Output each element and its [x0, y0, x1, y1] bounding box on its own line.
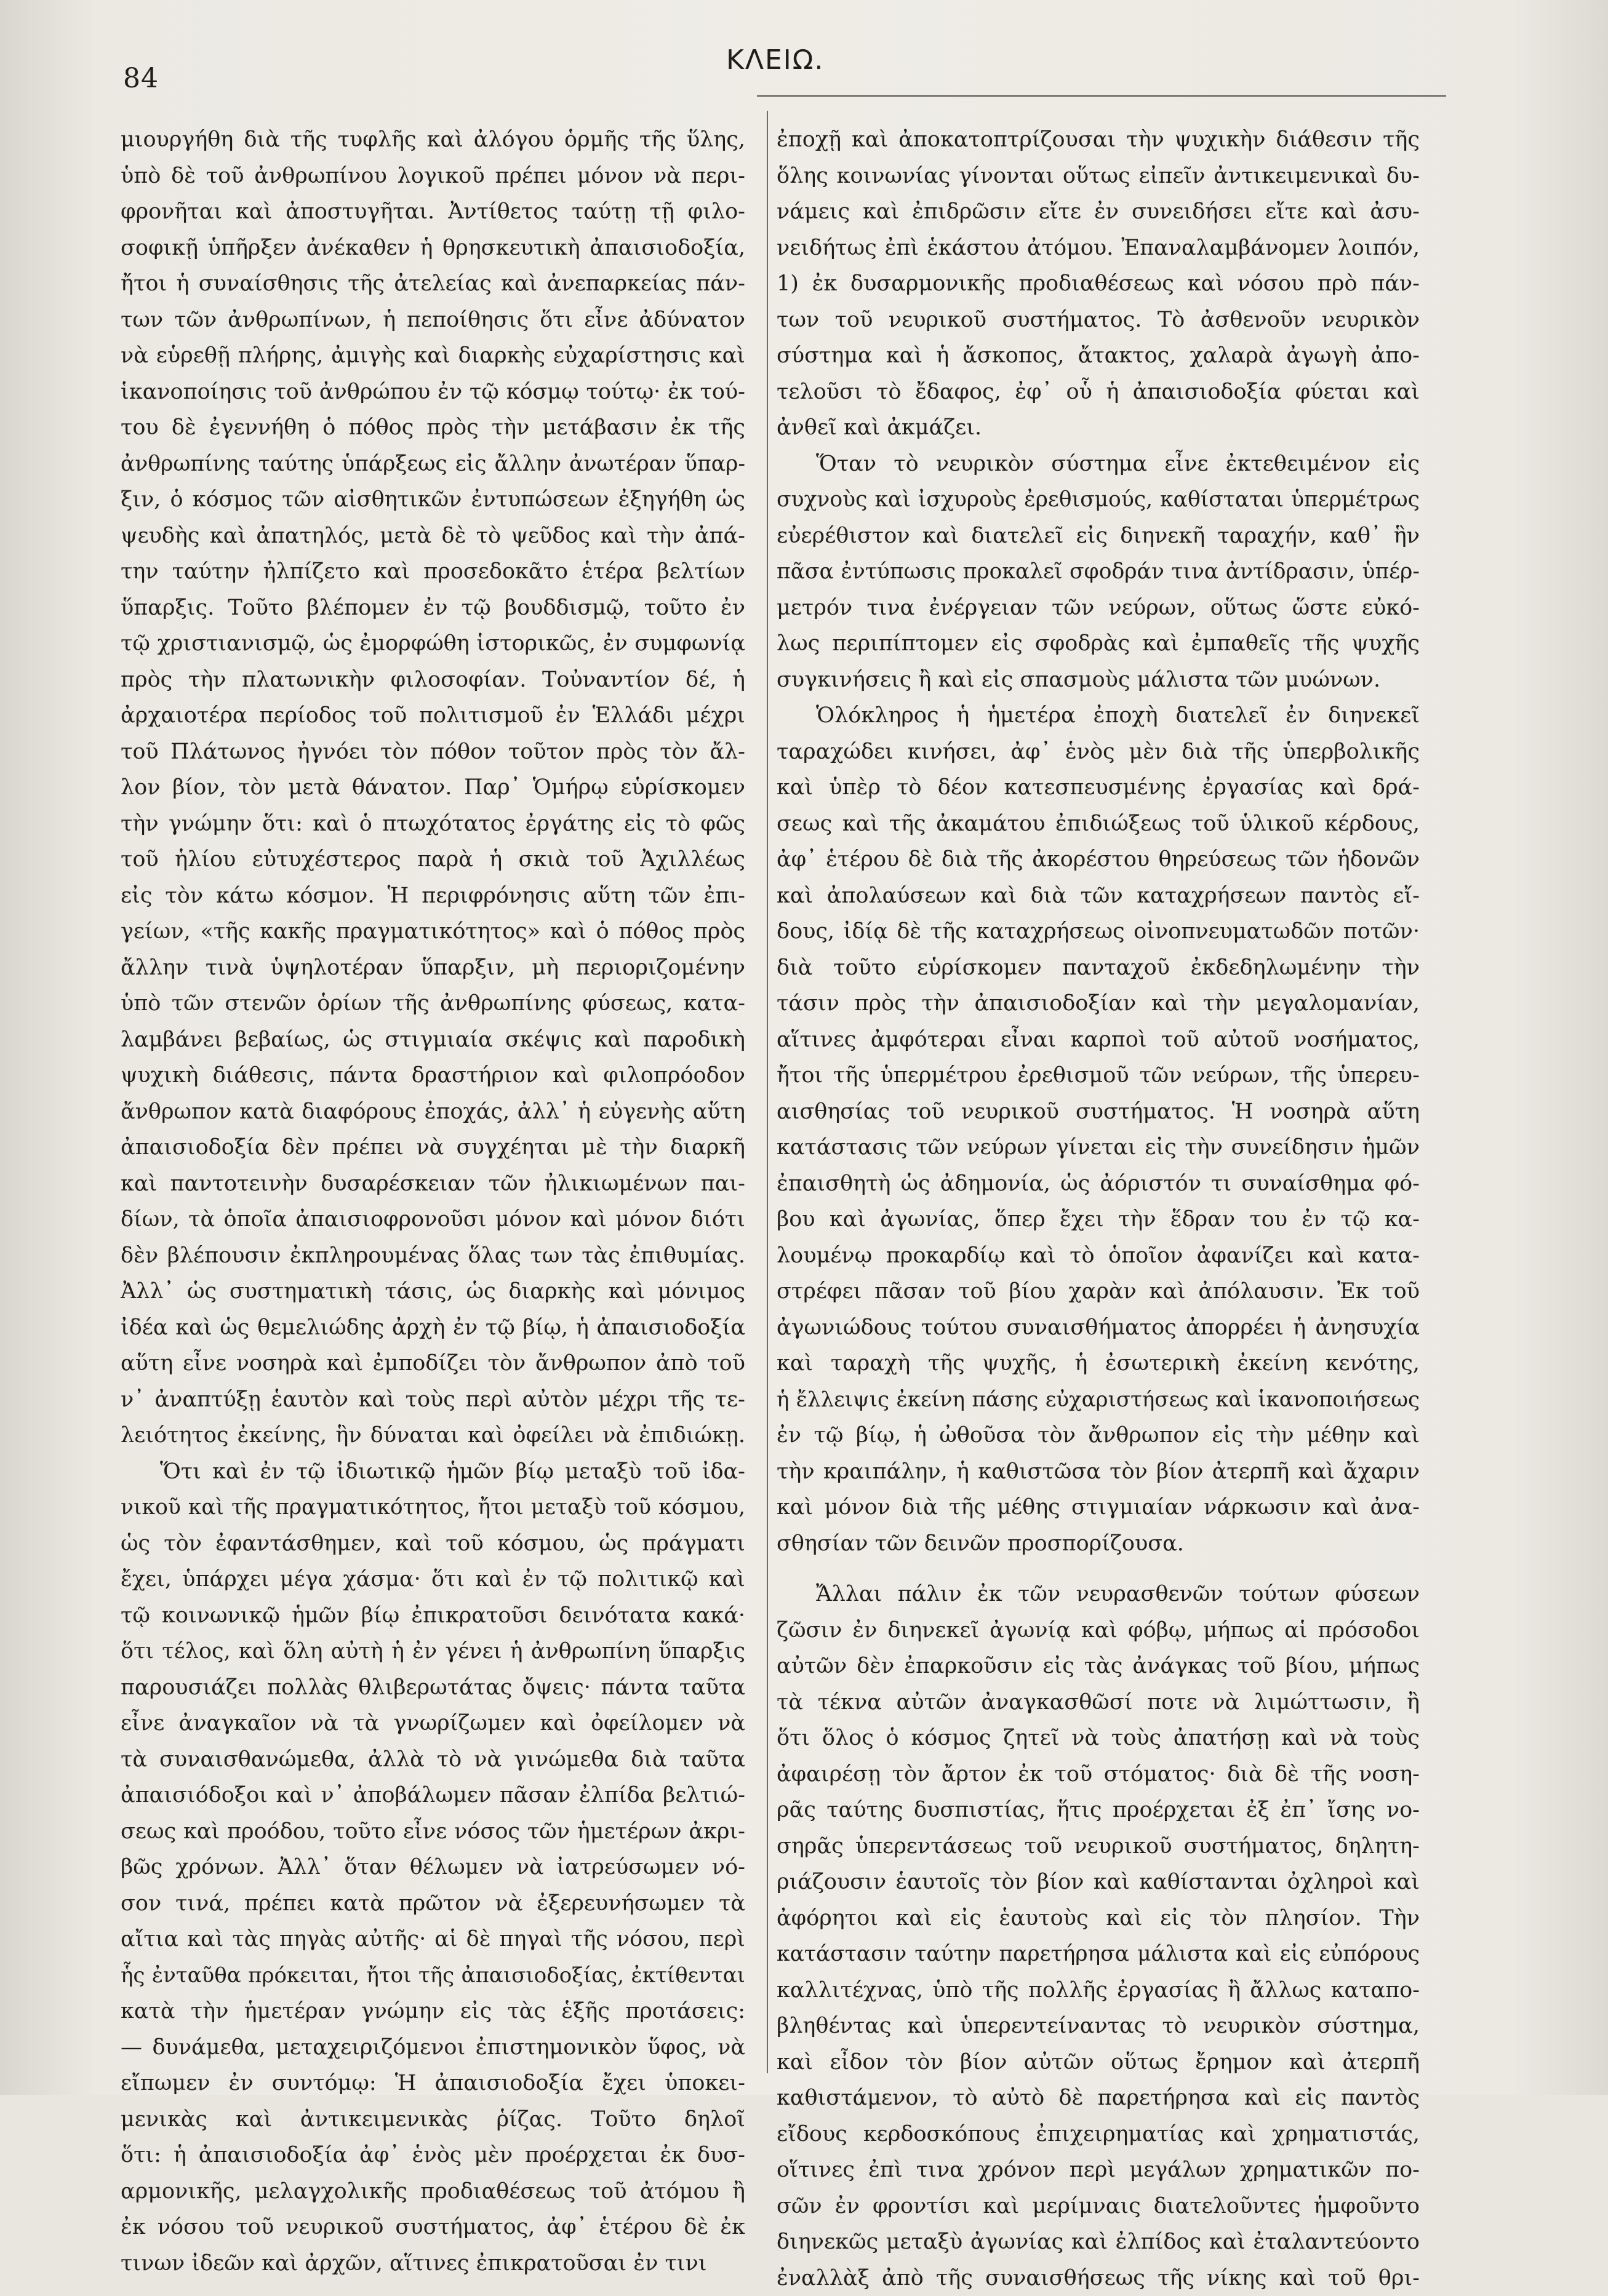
- text-line: λως περιπίπτομεν εἰς σφοδρὰς καὶ ἐμπαθεῖς τῆς ψυχῆς: [777, 626, 1420, 662]
- text-line: ἱκανοποίησις τοῦ ἀνθρώπου ἐν τῷ κόσμῳ τούτῳ· ἐκ τού-: [121, 374, 745, 410]
- text-line: αἵτινες ἀμφότεραι εἶναι καρποὶ τοῦ αὐτοῦ νοσήματος,: [777, 1022, 1420, 1058]
- text-line: ἀπαισιοδοξία δὲν πρέπει νὰ συγχέηται μὲ τὴν διαρκῆ: [121, 1130, 745, 1166]
- text-line: σύστημα καὶ ἡ ἄσκοπος, ἄτακτος, χαλαρὰ ἀγωγὴ ἀπο-: [777, 338, 1420, 374]
- text-line: ἀνθεῖ καὶ ἀκμάζει.: [777, 410, 1420, 446]
- text-line: τοῦ ἡλίου εὐτυχέστερος παρὰ ἡ σκιὰ τοῦ Ἀχιλλέως: [121, 842, 745, 878]
- text-line: κατὰ τὴν ἡμετέραν γνώμην εἰς τὰς ἑξῆς προτάσεις:: [121, 1993, 745, 2030]
- text-line: στρέφει πᾶσαν τοῦ βίου χαρὰν καὶ ἀπόλαυσιν. Ἐκ τοῦ: [777, 1274, 1420, 1310]
- paragraph: [777, 446, 1420, 698]
- paragraph: [777, 698, 1420, 1561]
- right-column: [777, 122, 1420, 2066]
- text-line: πρὸς τὴν πλατωνικὴν φιλοσοφίαν. Τοὐναντίον δέ, ἡ: [121, 662, 745, 698]
- text-line: ὅτι: ἡ ἀπαισιοδοξία ἀφ᾽ ἑνὸς μὲν προέρχεται ἐκ δυσ-: [121, 2137, 745, 2174]
- text-line: εἴδους κερδοσκόπους ἐπιχειρηματίας καὶ χρηματιστάς,: [777, 2116, 1420, 2153]
- text-line: τὰ τέκνα αὐτῶν ἀναγκασθῶσί ποτε νὰ λιμώττωσιν, ἢ: [777, 1684, 1420, 1721]
- text-line: σοφικῇ ὑπῆρξεν ἀνέκαθεν ἡ θρησκευτικὴ ἀπαισιοδοξία,: [121, 230, 745, 266]
- text-line: λουμένῳ προκαρδίῳ καὶ τὸ ὁποῖον ἀφανίζει καὶ κατα-: [777, 1238, 1420, 1274]
- text-line: ἤτοι τῆς ὑπερμέτρου ἐρεθισμοῦ τῶν νεύρων, τῆς ὑπερευ-: [777, 1058, 1420, 1094]
- text-line: σεως καὶ τῆς ἀκαμάτου ἐπιδιώξεως τοῦ ὑλικοῦ κέρδους,: [777, 806, 1420, 842]
- text-line: — δυνάμεθα, μεταχειριζόμενοι ἐπιστημονικὸν ὕφος, νὰ: [121, 2030, 745, 2066]
- text-line: ἰδέα καὶ ὡς θεμελιώδης ἀρχὴ ἐν τῷ βίῳ, ἡ ἀπαισιοδοξία: [121, 1310, 745, 1346]
- text-line: κατάστασις τῶν νεύρων γίνεται εἰς τὴν συνείδησιν ἡμῶν: [777, 1130, 1420, 1166]
- text-line: βληθέντας καὶ ὑπερεντείναντας τὸ νευρικὸν σύστημα,: [777, 2008, 1420, 2044]
- text-line: ριάζουσιν ἑαυτοῖς τὸν βίον καὶ καθίστανται ὀχληροὶ καὶ: [777, 1864, 1420, 1900]
- text-line: τῷ κοινωνικῷ ἡμῶν βίῳ ἐπικρατοῦσι δεινότατα κακά·: [121, 1598, 745, 1634]
- paragraph-gap: [777, 1561, 1420, 1576]
- text-line: διηνεκῶς μεταξὺ ἀγωνίας καὶ ἐλπίδος καὶ ἐταλαντεύοντο: [777, 2224, 1420, 2260]
- text-line: νικοῦ καὶ τῆς πραγματικότητος, ἤτοι μεταξὺ τοῦ κόσμου,: [121, 1489, 745, 1526]
- text-line: του δὲ ἐγεννήθη ὁ πόθος πρὸς τὴν μετάβασιν ἐκ τῆς: [121, 410, 745, 446]
- text-line: ὅτι ὅλος ὁ κόσμος ζητεῖ νὰ τοὺς ἀπατήσῃ καὶ νὰ τοὺς: [777, 1720, 1420, 1756]
- text-line: δὲν βλέπουσιν ἐκπληρουμένας ὅλας των τὰς ἐπιθυμίας.: [121, 1238, 745, 1274]
- text-line: σηρᾶς ὑπερεντάσεως τοῦ νευρικοῦ συστήματος, δηλητη-: [777, 1828, 1420, 1865]
- text-line: καὶ ὑπὲρ τὸ δέον κατεσπευσμένης ἐργασίας καὶ δρά-: [777, 770, 1420, 806]
- header-rule: [757, 95, 1446, 97]
- text-line: ὑπὸ τῶν στενῶν ὁρίων τῆς ἀνθρωπίνης φύσεως, κατα-: [121, 986, 745, 1022]
- text-line: ὅτι τέλος, καὶ ὅλη αὐτὴ ἡ ἐν γένει ἡ ἀνθρωπίνη ὕπαρξις: [121, 1633, 745, 1670]
- text-line: βου καὶ ἀγωνίας, ὅπερ ἔχει τὴν ἕδραν του ἐν τῷ κα-: [777, 1202, 1420, 1238]
- text-line: καὶ μόνον διὰ τῆς μέθης στιγμιαίαν νάρκωσιν καὶ ἀνα-: [777, 1489, 1420, 1526]
- text-line: ψυχικὴ διάθεσις, πάντα δραστήριον καὶ φιλοπρόοδον: [121, 1058, 745, 1094]
- text-line: δους, ἰδίᾳ δὲ τῆς καταχρήσεως οἰνοπνευματωδῶν ποτῶν·: [777, 914, 1420, 950]
- text-line: τὴν κραιπάλην, ἡ καθιστῶσα τὸν βίον ἀτερπῆ καὶ ἄχαριν: [777, 1454, 1420, 1490]
- text-line: ν᾽ ἀναπτύξῃ ἑαυτὸν καὶ τοὺς περὶ αὐτὸν μέχρι τῆς τε-: [121, 1382, 745, 1418]
- text-line: 1) ἐκ δυσαρμονικῆς προδιαθέσεως καὶ νόσου πρὸ πάν-: [777, 266, 1420, 302]
- text-line: τάσιν πρὸς τὴν ἀπαισιοδοξίαν καὶ τὴν μεγαλομανίαν,: [777, 986, 1420, 1022]
- text-line: Ὅταν τὸ νευρικὸν σύστημα εἶνε ἐκτεθειμένον εἰς: [777, 446, 1420, 482]
- text-line: σον τινά, πρέπει κατὰ πρῶτον νὰ ἐξερευνήσωμεν τὰ: [121, 1886, 745, 1922]
- text-line: λον βίον, τὸν μετὰ θάνατον. Παρ᾽ Ὁμήρῳ εὑρίσκομεν: [121, 770, 745, 806]
- text-line: Ἄλλαι πάλιν ἐκ τῶν νευρασθενῶν τούτων φύσεων: [777, 1576, 1420, 1612]
- text-line: τὰ συναισθανώμεθα, ἀλλὰ τὸ νὰ γινώμεθα διὰ ταῦτα: [121, 1742, 745, 1778]
- text-line: δίων, τὰ ὁποῖα ἀπαισιοφρονοῦσι μόνον καὶ μόνον διότι: [121, 1202, 745, 1238]
- text-line: την ταύτην ἠλπίζετο καὶ προσεδοκᾶτο ἑτέρα βελτίων: [121, 554, 745, 590]
- text-line: μιουργήθη διὰ τῆς τυφλῆς καὶ ἀλόγου ὁρμῆς τῆς ὕλης,: [121, 122, 745, 158]
- text-line: ἀγωνιώδους τούτου συναισθήματος ἀπορρέει ἡ ἀνησυχία: [777, 1310, 1420, 1346]
- text-line: ὑπὸ δὲ τοῦ ἀνθρωπίνου λογικοῦ πρέπει μόνον νὰ περι-: [121, 158, 745, 194]
- text-line: ἔχει, ὑπάρχει μέγα χάσμα· ὅτι καὶ ἐν τῷ πολιτικῷ καὶ: [121, 1561, 745, 1598]
- text-line: λειότητος ἐκείνης, ἣν δύναται καὶ ὀφείλει νὰ ἐπιδιώκῃ.: [121, 1417, 745, 1454]
- text-line: ἀφ᾽ ἑτέρου δὲ διὰ τῆς ἀκορέστου θηρεύσεως τῶν ἡδονῶν: [777, 842, 1420, 878]
- text-line: σεως καὶ προόδου, τοῦτο εἶνε νόσος τῶν ἡμετέρων ἀκρι-: [121, 1814, 745, 1850]
- text-line: συγκινήσεις ἢ καὶ εἰς σπασμοὺς μάλιστα τῶν μυώνων.: [777, 662, 1420, 698]
- text-line: των τῶν ἀνθρωπίνων, ἡ πεποίθησις ὅτι εἶνε ἀδύνατον: [121, 302, 745, 338]
- text-line: οἵτινες ἐπὶ τινα χρόνον περὶ μεγάλων χρηματικῶν πο-: [777, 2152, 1420, 2188]
- text-line: ἐποχῇ καὶ ἀποκατοπτρίζουσαι τὴν ψυχικὴν διάθεσιν τῆς: [777, 122, 1420, 158]
- text-line: Ἀλλ᾽ ὡς συστηματικὴ τάσις, ὡς διαρκὴς καὶ μόνιμος: [121, 1274, 745, 1310]
- text-line: ἄνθρωπον κατὰ διαφόρους ἐποχάς, ἀλλ᾽ ἡ εὐγενὴς αὕτη: [121, 1094, 745, 1130]
- text-line: ἧς ἐνταῦθα πρόκειται, ἤτοι τῆς ἀπαισιοδοξίας, ἐκτίθενται: [121, 1958, 745, 1994]
- text-line: ἀνθρωπίνης ταύτης ὑπάρξεως εἰς ἄλλην ἀνωτέραν ὕπαρ-: [121, 446, 745, 482]
- text-line: μετρόν τινα ἐνέργειαν τῶν νεύρων, οὕτως ὥστε εὐκό-: [777, 590, 1420, 626]
- text-line: εἴπωμεν ἐν συντόμῳ: Ἡ ἀπαισιοδοξία ἔχει ὑποκει-: [121, 2065, 745, 2102]
- text-line: συχνοὺς καὶ ἰσχυροὺς ἐρεθισμούς, καθίσταται ὑπερμέτρως: [777, 482, 1420, 518]
- text-line: ἡ ἔλλειψις ἐκείνη πάσης εὐχαριστήσεως καὶ ἱκανοποιήσεως: [777, 1382, 1420, 1418]
- text-line: ἀρχαιοτέρα περίοδος τοῦ πολιτισμοῦ ἐν Ἑλλάδι μέχρι: [121, 698, 745, 734]
- text-line: των τοῦ νευρικοῦ συστήματος. Τὸ ἀσθενοῦν νευρικὸν: [777, 302, 1420, 338]
- text-line: αὐτῶν δὲν ἐπαρκοῦσιν εἰς τὰς ἀνάγκας τοῦ βίου, μήπως: [777, 1648, 1420, 1684]
- text-line: ζῶσιν ἐν διηνεκεῖ ἀγωνίᾳ καὶ φόβῳ, μήπως αἱ πρόσοδοι: [777, 1612, 1420, 1649]
- text-line: φρονῆται καὶ ἀποστυγῆται. Ἀντίθετος ταύτῃ τῇ φιλο-: [121, 194, 745, 230]
- text-line: ψευδὴς καὶ ἀπατηλός, μετὰ δὲ τὸ ψεῦδος καὶ τὴν ἀπά-: [121, 518, 745, 554]
- text-line: ἄλλην τινὰ ὑψηλοτέραν ὕπαρξιν, μὴ περιοριζομένην: [121, 950, 745, 986]
- text-line: ἐν τῷ βίῳ, ἡ ὠθοῦσα τὸν ἄνθρωπον εἰς τὴν μέθην καὶ: [777, 1417, 1420, 1454]
- left-column: [121, 122, 745, 2066]
- text-line: βῶς χρόνων. Ἀλλ᾽ ὅταν θέλωμεν νὰ ἰατρεύσωμεν νό-: [121, 1849, 745, 1886]
- text-line: πᾶσα ἐντύπωσις προκαλεῖ σφοδράν τινα ἀντίδρασιν, ὑπέρ-: [777, 554, 1420, 590]
- text-line: ταραχώδει κινήσει, ἀφ᾽ ἑνὸς μὲν διὰ τῆς ὑπερβολικῆς: [777, 734, 1420, 770]
- text-line: νὰ εὑρεθῇ πλήρης, ἀμιγὴς καὶ διαρκὴς εὐχαρίστησις καὶ: [121, 338, 745, 374]
- text-line: Ὁλόκληρος ἡ ἡμετέρα ἐποχὴ διατελεῖ ἐν διηνεκεῖ: [777, 698, 1420, 734]
- text-line: μενικὰς καὶ ἀντικειμενικὰς ῥίζας. Τοῦτο δηλοῖ: [121, 2102, 745, 2138]
- text-line: γείων, «τῆς κακῆς πραγματικότητος» καὶ ὁ πόθος πρὸς: [121, 914, 745, 950]
- text-line: ὕπαρξις. Τοῦτο βλέπομεν ἐν τῷ βουδδισμῷ, τοῦτο ἐν: [121, 590, 745, 626]
- text-line: τινων ἰδεῶν καὶ ἀρχῶν, αἵτινες ἐπικρατοῦσαι ἐν τινι: [121, 2246, 745, 2282]
- text-line: σῶν ἐν φροντίσι καὶ μερίμναις διατελοῦντες ἡμφοῦντο: [777, 2188, 1420, 2225]
- text-line: ἤτοι ἡ συναίσθησις τῆς ἀτελείας καὶ ἀνεπαρκείας πάν-: [121, 266, 745, 302]
- paragraph: [777, 122, 1420, 446]
- text-line: κατάστασιν ταύτην παρετήρησα μάλιστα καὶ εἰς εὐπόρους: [777, 1936, 1420, 1972]
- column-divider: [767, 111, 768, 2073]
- text-line: καθιστάμενον, τὸ αὐτὸ δὲ παρετήρησα καὶ εἰς παντὸς: [777, 2080, 1420, 2116]
- text-line: εἶνε ἀναγκαῖον νὰ τὰ γνωρίζωμεν καὶ ὀφείλομεν νὰ: [121, 1705, 745, 1742]
- text-line: νειδήτως ἐπὶ ἑκάστου ἀτόμου. Ἐπαναλαμβάνομεν λοιπόν,: [777, 230, 1420, 266]
- text-line: διὰ τοῦτο εὑρίσκομεν πανταχοῦ ἐκδεδηλωμένην τὴν: [777, 950, 1420, 986]
- text-line: λαμβάνει βεβαίως, ὡς στιγμιαία σκέψις καὶ παροδικὴ: [121, 1022, 745, 1058]
- running-head: ΚΛΕΙΩ.: [726, 44, 824, 76]
- text-line: αρμονικῆς, μελαγχολικῆς προδιαθέσεως τοῦ ἀτόμου ἢ: [121, 2174, 745, 2210]
- text-line: ὅλης κοινωνίας γίνονται οὕτως εἰπεῖν ἀντικειμενικαὶ δυ-: [777, 158, 1420, 194]
- text-line: τὴν γνώμην ὅτι: καὶ ὁ πτωχότατος ἐργάτης εἰς τὸ φῶς: [121, 806, 745, 842]
- text-line: καὶ ἀπολαύσεων καὶ διὰ τῶν καταχρήσεων παντὸς εἴ-: [777, 878, 1420, 914]
- text-line: αισθησίας τοῦ νευρικοῦ συστήματος. Ἡ νοσηρὰ αὕτη: [777, 1094, 1420, 1130]
- text-line: ἐπαισθητὴ ὡς ἀδημονία, ὡς ἀόριστόν τι συναίσθημα φό-: [777, 1166, 1420, 1202]
- text-line: ἐναλλὰξ ἀπὸ τῆς συναισθήσεως τῆς νίκης καὶ τοῦ θρι-: [777, 2260, 1420, 2296]
- text-line: αὕτη εἶνε νοσηρὰ καὶ ἐμποδίζει τὸν ἄνθρωπον ἀπὸ τοῦ: [121, 1345, 745, 1382]
- text-line: καὶ παντοτεινὴν δυσαρέσκειαν τῶν ἠλικιωμένων παι-: [121, 1166, 745, 1202]
- text-line: τοῦ Πλάτωνος ἠγνόει τὸν πόθον τοῦτον πρὸς τὸν ἄλ-: [121, 734, 745, 770]
- text-line: τῷ χριστιανισμῷ, ὡς ἐμορφώθη ἱστορικῶς, ἐν συμφωνίᾳ: [121, 626, 745, 662]
- text-line: καλλιτέχνας, ὑπὸ τῆς πολλῆς ἐργασίας ἢ ἄλλως καταπο-: [777, 1972, 1420, 2009]
- text-line: εἰς τὸν κάτω κόσμον. Ἡ περιφρόνησις αὕτη τῶν ἐπι-: [121, 878, 745, 914]
- text-line: Ὅτι καὶ ἐν τῷ ἰδιωτικῷ ἡμῶν βίῳ μεταξὺ τοῦ ἰδα-: [121, 1454, 745, 1490]
- text-line: ξιν, ὁ κόσμος τῶν αἰσθητικῶν ἐντυπώσεων ἐξηγήθη ὡς: [121, 482, 745, 518]
- text-line: ἀφόρητοι καὶ εἰς ἑαυτοὺς καὶ εἰς τὸν πλησίον. Τὴν: [777, 1900, 1420, 1937]
- paragraph: [777, 1576, 1420, 2296]
- text-line: σθησίαν τῶν δεινῶν προσπορίζουσα.: [777, 1526, 1420, 1562]
- text-line: τελοῦσι τὸ ἔδαφος, ἐφ᾽ οὗ ἡ ἀπαισιοδοξία φύεται καὶ: [777, 374, 1420, 410]
- text-line: καὶ ταραχὴ τῆς ψυχῆς, ἡ ἐσωτερικὴ ἐκείνη κενότης,: [777, 1345, 1420, 1382]
- text-line: ἀφαιρέσῃ τὸν ἄρτον ἐκ τοῦ στόματος· διὰ δὲ τῆς νοση-: [777, 1756, 1420, 1793]
- text-line: αἴτια καὶ τὰς πηγὰς αὐτῆς· αἱ δὲ πηγαὶ τῆς νόσου, περὶ: [121, 1921, 745, 1958]
- text-line: ὡς τὸν ἐφαντάσθημεν, καὶ τοῦ κόσμου, ὡς πράγματι: [121, 1526, 745, 1562]
- text-line: ἀπαισιόδοξοι καὶ ν᾽ ἀποβάλωμεν πᾶσαν ἐλπίδα βελτιώ-: [121, 1777, 745, 1814]
- text-line: καὶ εἶδον τὸν βίον αὐτῶν οὕτως ἔρημον καὶ ἀτερπῆ: [777, 2044, 1420, 2081]
- text-line: νάμεις καὶ ἐπιδρῶσιν εἴτε ἐν συνειδήσει εἴτε καὶ ἀσυ-: [777, 194, 1420, 230]
- text-line: εὐερέθιστον καὶ διατελεῖ εἰς διηνεκῆ ταραχήν, καθ᾽ ἣν: [777, 518, 1420, 554]
- page-number: 84: [123, 63, 159, 94]
- text-line: παρουσιάζει πολλὰς θλιβερωτάτας ὄψεις· πάντα ταῦτα: [121, 1670, 745, 1706]
- text-line: ἐκ νόσου τοῦ νευρικοῦ συστήματος, ἀφ᾽ ἑτέρου δὲ ἐκ: [121, 2209, 745, 2246]
- text-line: ρᾶς ταύτης δυσπιστίας, ἥτις προέρχεται ἐξ ἐπ᾽ ἴσης νο-: [777, 1792, 1420, 1828]
